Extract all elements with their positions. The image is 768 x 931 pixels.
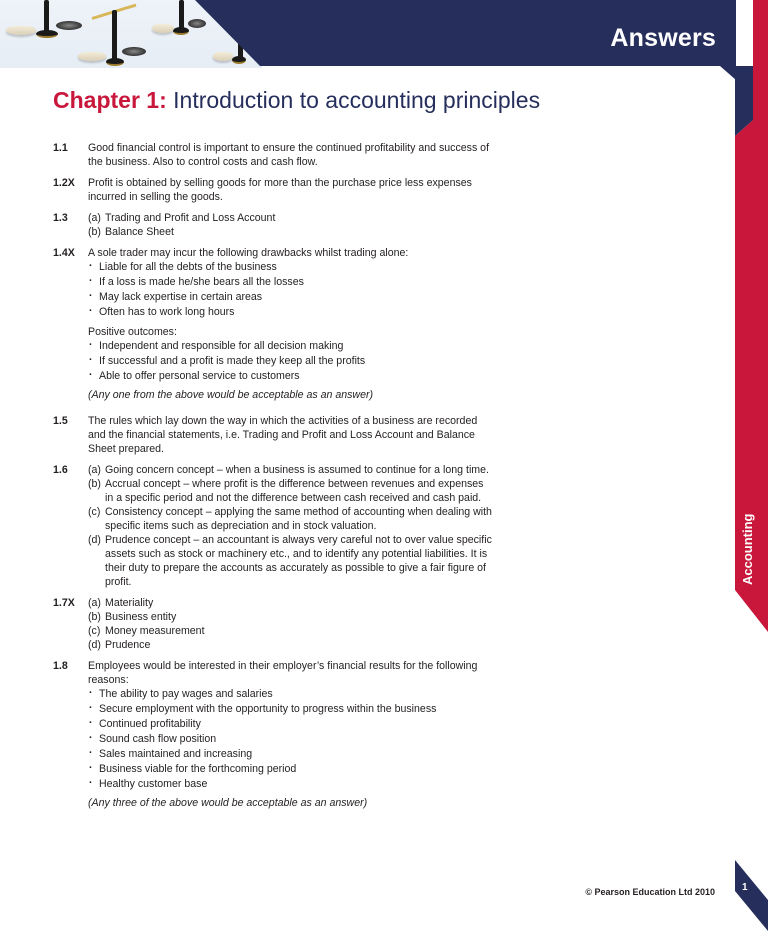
answer-number: 1.8 [53, 660, 68, 672]
part-label: (d) [88, 534, 101, 546]
part-text: Business entity [105, 611, 177, 623]
chapter-name: Introduction to accounting principles [173, 87, 541, 113]
answer-1-8 [53, 659, 493, 810]
answer-intro: Positive outcomes: [88, 326, 177, 338]
part-text: Accrual concept – where profit is the difference between revenues and expenses in a specific period and not the difference between cash received and cash paid. [105, 478, 484, 504]
answer-number: 1.6 [53, 464, 68, 476]
page-number: 1 [742, 882, 748, 893]
header-notch [720, 66, 736, 80]
answer-number: 1.2X [53, 177, 75, 189]
bullet-item: · Independent and responsible for all decision making [88, 339, 493, 353]
bullet-item: · May lack expertise in certain areas [88, 290, 493, 304]
part-text: Prudence concept – an accountant is always very careful not to over value specific assets such as stock or machinery etc., and to identify any potential liabilities. It is their duty to prepare the accounts as accurately as possible to give a fair figure of profit. [105, 534, 492, 588]
part-text: Balance Sheet [105, 226, 174, 238]
bullet-item: · Liable for all the debts of the business [88, 260, 493, 274]
side-tab-label: Accounting [740, 513, 755, 585]
bullet-item: · Secure employment with the opportunity to progress within the business [88, 702, 493, 716]
answer-number: 1.3 [53, 212, 68, 224]
answer-part [88, 477, 493, 505]
answer-number: 1.5 [53, 415, 68, 427]
bullet-item: · Often has to work long hours [88, 305, 493, 319]
answer-text: Good financial control is important to ensure the continued profitability and success of the business. Also to control costs and cash flow. [88, 142, 490, 168]
bullet-item: · Sound cash flow position [88, 732, 493, 746]
bullet-item: · If successful and a profit is made they keep all the profits [88, 354, 493, 368]
bullet-list [88, 687, 493, 791]
answer-note: (Any three of the above would be acceptable as an answer) [88, 797, 368, 809]
part-label: (d) [88, 639, 101, 651]
answer-intro: Employees would be interested in their employer’s financial results for the following reasons: [88, 660, 478, 686]
part-text: Trading and Profit and Loss Account [105, 212, 276, 224]
answer-1-5 [53, 414, 493, 456]
bullet-list [88, 339, 493, 383]
answer-note: (Any one from the above would be acceptable as an answer) [88, 389, 374, 401]
answer-1-3 [53, 211, 493, 239]
answer-part [88, 596, 493, 610]
chapter-label: Chapter 1: [53, 87, 167, 113]
answer-part [88, 610, 493, 624]
part-label: (c) [88, 625, 101, 637]
answer-part [88, 638, 493, 652]
bullet-item: · Business viable for the forthcoming period [88, 762, 493, 776]
bullet-item: · Continued profitability [88, 717, 493, 731]
part-label: (c) [88, 506, 101, 518]
part-label: (b) [88, 478, 101, 490]
part-label: (a) [88, 597, 101, 609]
part-text: Prudence [105, 639, 151, 651]
answer-part [88, 533, 493, 589]
answer-1-4x [53, 246, 493, 402]
answer-number: 1.4X [53, 247, 75, 259]
part-text: Money measurement [105, 625, 205, 637]
answer-part [88, 624, 493, 638]
part-text: Consistency concept – applying the same method of accounting when dealing with specific items such as depreciation and in stock valuation. [105, 506, 492, 532]
answer-part [88, 463, 493, 477]
part-label: (a) [88, 212, 101, 224]
answer-part [88, 225, 493, 239]
answer-1-6 [53, 463, 493, 589]
bullet-item: · The ability to pay wages and salaries [88, 687, 493, 701]
answer-number: 1.1 [53, 142, 68, 154]
header-title: Answers [610, 24, 716, 52]
answer-1-1 [53, 141, 493, 169]
answer-1-2x [53, 176, 493, 204]
page-number-tab [735, 860, 768, 931]
bullet-item: · If a loss is made he/she bears all the losses [88, 275, 493, 289]
bullet-item: · Sales maintained and increasing [88, 747, 493, 761]
part-label: (b) [88, 226, 101, 238]
chapter-title [53, 87, 540, 114]
page-header [0, 0, 768, 68]
part-label: (a) [88, 464, 101, 476]
part-text: Materiality [105, 597, 154, 609]
answer-text: Profit is obtained by selling goods for more than the purchase price less expenses incurred in selling the goods. [88, 177, 472, 203]
answer-intro: A sole trader may incur the following drawbacks whilst trading alone: [88, 247, 409, 259]
answer-1-7x [53, 596, 493, 652]
copyright-notice: © Pearson Education Ltd 2010 [585, 887, 715, 897]
bullet-list [88, 260, 493, 319]
part-text: Going concern concept – when a business is assumed to continue for a long time. [105, 464, 489, 476]
answers-list [53, 141, 493, 817]
answer-part [88, 211, 493, 225]
part-label: (b) [88, 611, 101, 623]
answer-number: 1.7X [53, 597, 75, 609]
answer-text: The rules which lay down the way in which the activities of a business are recorded and the financial statements, i.e. Trading and Profit and Loss Account and Balance Sheet prepared. [88, 415, 478, 455]
bullet-item: · Healthy customer base [88, 777, 493, 791]
answer-part [88, 505, 493, 533]
bullet-item: · Able to offer personal service to customers [88, 369, 493, 383]
